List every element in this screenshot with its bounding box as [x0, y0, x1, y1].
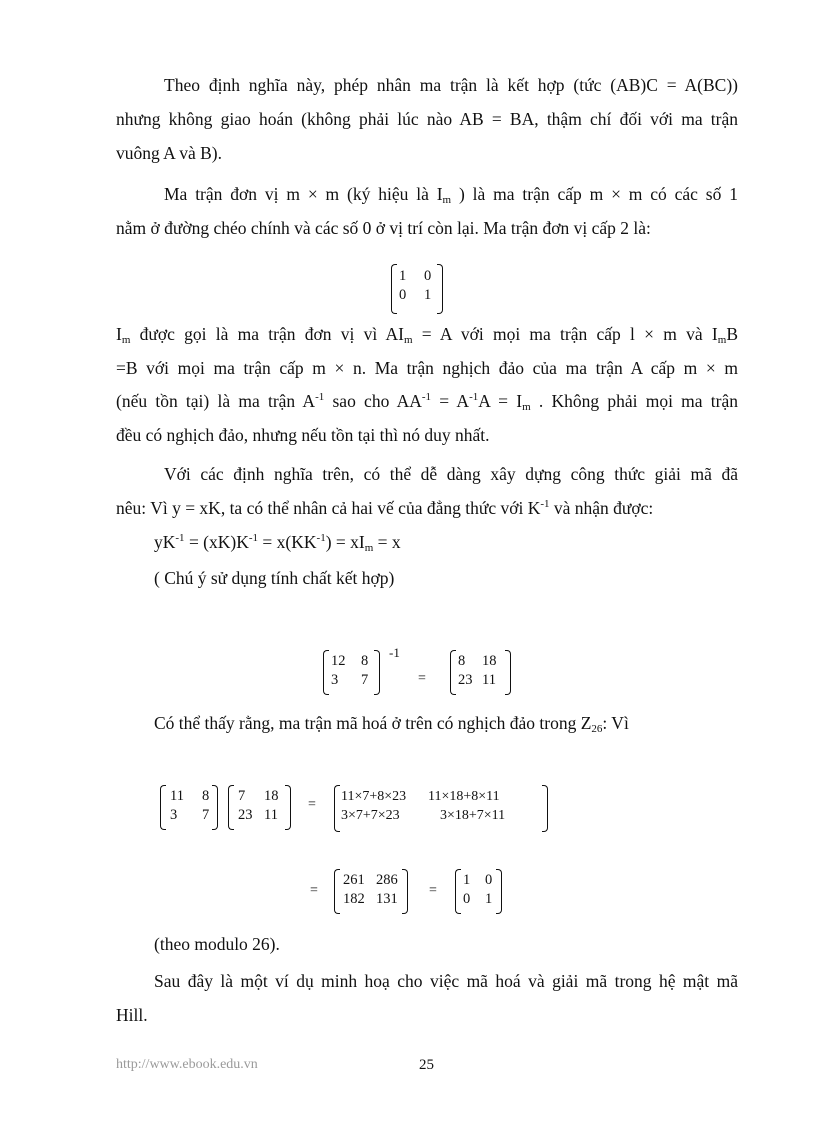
matrix-cell: 286 — [376, 872, 398, 888]
equals-sign: = — [429, 883, 437, 898]
modulo-note: (theo modulo 26). — [154, 934, 280, 954]
equals-sign: = — [418, 671, 426, 686]
matrix-a — [160, 785, 218, 830]
key-inverse-matrix — [450, 650, 511, 695]
matrix-cell: 12 — [331, 653, 346, 669]
matrix-cell: 11×18+8×11 — [428, 789, 500, 804]
matrix-cell: 18 — [264, 788, 279, 804]
inverse-exponent: -1 — [389, 645, 400, 660]
p1-line1: Theo định nghĩa này, phép nhân ma trận là kết hợp (tức (AB)C = A(BC)) — [164, 75, 738, 95]
matrix-cell: 7 — [238, 788, 246, 804]
matrix-cell: 11 — [264, 807, 278, 823]
matrix-cell: 18 — [482, 653, 497, 669]
footer-link[interactable]: http://www.ebook.edu.vn — [116, 1057, 258, 1072]
matrix-cell: 7 — [202, 807, 210, 823]
matrix-cell: 8 — [361, 653, 369, 669]
matrix-cell: 1 — [399, 268, 407, 284]
inverse-formula: $yK^{-1} = (xK)K^{-1} = x(KK^{-1}) = xI_m = x$ — [154, 532, 401, 554]
key-matrix — [323, 650, 380, 695]
p1-line2: nhưng không giao hoán (không phải lúc nào AB = BA, thậm chí đối với ma trận — [116, 109, 738, 129]
matrix-cell: 8 — [202, 788, 210, 804]
equals-sign: = — [310, 883, 318, 898]
matrix-cell: 23 — [238, 807, 253, 823]
matrix-cell: 11×7+8×23 — [341, 789, 407, 804]
matrix-cell: 23 — [458, 672, 473, 688]
identity-matrix — [391, 264, 443, 314]
p2-line2: nằm ở đường chéo chính và các số 0 ở vị trí còn lại. Ma trận đơn vị cấp 2 là: — [116, 218, 651, 238]
matrix-cell: 3×7+7×23 — [341, 808, 400, 823]
matrix-cell: 0 — [463, 891, 471, 907]
p3-line4: đều có nghịch đảo, nhưng nếu tồn tại thì nó duy nhất. — [116, 425, 490, 445]
matrix-cell: 11 — [482, 672, 496, 688]
p4-line2: nêu: Vì y = xK, ta có thể nhân cả hai vế của đẳng thức với $K^{-1}$ và nhận được: — [116, 498, 654, 518]
matrix-cell: 3 — [170, 807, 178, 823]
p2-line1: Ma trận đơn vị m × m (ký hiệu là $I_m$ ) là ma trận cấp m × m có các số 1 — [164, 184, 738, 206]
matrix-cell: 261 — [343, 872, 365, 888]
p1-line3: vuông A và B). — [116, 143, 222, 163]
matrix-cell: 182 — [343, 891, 365, 907]
matrix-cell: 8 — [458, 653, 466, 669]
matrix-cell: 7 — [361, 672, 369, 688]
result-matrix — [334, 869, 408, 914]
p4-line1: Với các định nghĩa trên, có thể dễ dàng xây dựng công thức giải mã đã — [164, 464, 738, 484]
matrix-cell: 3 — [331, 672, 339, 688]
page-number: 25 — [419, 1057, 434, 1073]
matrix-cell: 0 — [485, 872, 493, 888]
p3-line2: =B với mọi ma trận cấp m × n. Ma trận nghịch đảo của ma trận A cấp m × m — [116, 358, 738, 378]
matrix-cell: 0 — [424, 268, 432, 284]
final-identity-matrix — [455, 869, 502, 914]
p6-line1: Sau đây là một ví dụ minh hoạ cho việc mã hoá và giải mã trong hệ mật mã — [154, 971, 738, 991]
matrix-cell: 1 — [424, 287, 432, 303]
matrix-cell: 11 — [170, 788, 184, 804]
matrix-cell: 0 — [399, 287, 407, 303]
matrix-cell: 131 — [376, 891, 398, 907]
matrix-cell: 1 — [485, 891, 493, 907]
associativity-note: ( Chú ý sử dụng tính chất kết hợp) — [154, 568, 395, 588]
matrix-cell: 3×18+7×11 — [440, 808, 506, 823]
p3-line3: (nếu tồn tại) là ma trận $A^{-1}$ sao cho $AA^{-1} = A^{-1}A = I_m$ . Không phải mọi ma trận — [116, 391, 739, 413]
matrix-b — [228, 785, 291, 830]
matrix-cell: 1 — [463, 872, 471, 888]
p5-line: Có thể thấy rằng, ma trận mã hoá ở trên có nghịch đảo trong $Z_{26}$: Vì — [154, 713, 629, 735]
equals-sign: = — [308, 797, 316, 812]
p3-line1: $I_m$ được gọi là ma trận đơn vị vì $AI_m = A$ với mọi ma trận cấp l × m và $I_mB$ — [116, 324, 738, 346]
p6-line2: Hill. — [116, 1005, 148, 1025]
product-matrix — [334, 785, 548, 832]
